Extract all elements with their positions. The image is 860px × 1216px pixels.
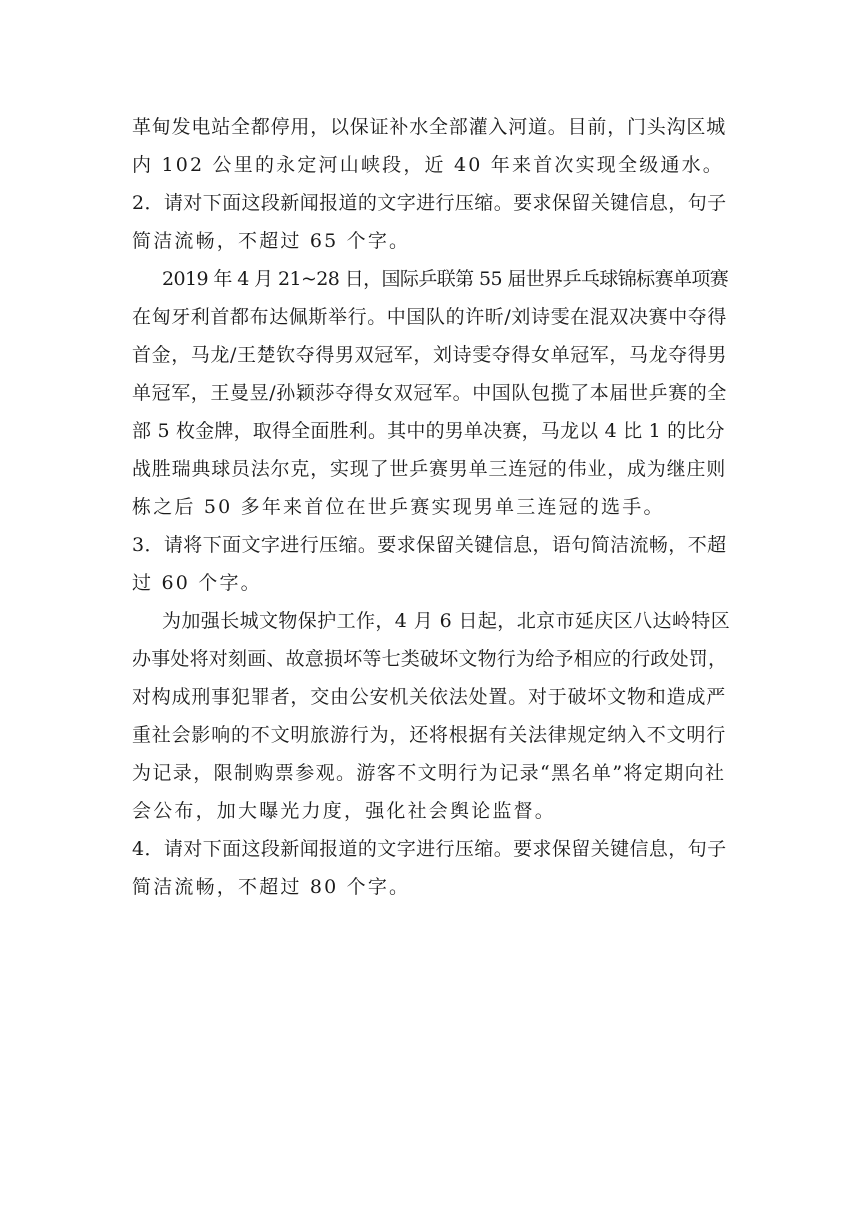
text-line: 内 102 公里的永定河山峡段，近 40 年来首次实现全级通水。 xyxy=(132,154,725,176)
passage-line: 战胜瑞典球员法尔克，实现了世乒赛男单三连冠的伟业，成为继庄则 xyxy=(132,458,727,480)
passage-line: 对构成刑事犯罪者，交由公安机关依法处置。对于破坏文物和造成严 xyxy=(132,686,727,708)
continuation-paragraph xyxy=(132,108,730,184)
passage-line: 为记录，限制购票参观。游客不文明行为记录“黑名单”将定期向社 xyxy=(132,762,726,784)
prompt-line: 简洁流畅，不超过 80 个字。 xyxy=(132,876,411,898)
passage-line: 2019 年 4 月 21~28 日，国际乒联第 55 届世界乒乓球锦标赛单项赛 xyxy=(162,268,729,290)
question-3-passage xyxy=(132,602,730,830)
prompt-line: 3．请将下面文字进行压缩。要求保留关键信息，语句简洁流畅，不超 xyxy=(132,534,727,556)
passage-line: 重社会影响的不文明旅游行为，还将根据有关法律规定纳入不文明行 xyxy=(132,724,727,746)
prompt-line: 4．请对下面这段新闻报道的文字进行压缩。要求保留关键信息，句子 xyxy=(132,838,727,860)
text-line: 革甸发电站全都停用，以保证补水全部灌入河道。目前，门头沟区城 xyxy=(132,116,727,138)
passage-line: 部 5 枚金牌，取得全面胜利。其中的男单决赛，马龙以 4 比 1 的比分 xyxy=(132,420,725,442)
prompt-line: 过 60 个字。 xyxy=(132,572,262,594)
question-2-prompt xyxy=(132,184,730,260)
prompt-line: 2．请对下面这段新闻报道的文字进行压缩。要求保留关键信息，句子 xyxy=(132,192,727,214)
question-4-prompt xyxy=(132,830,730,906)
passage-line: 在匈牙利首都布达佩斯举行。中国队的许昕/刘诗雯在混双决赛中夺得 xyxy=(132,306,728,328)
prompt-line: 简洁流畅，不超过 65 个字。 xyxy=(132,230,411,252)
passage-line: 会公布，加大曝光力度，强化社会舆论监督。 xyxy=(132,800,557,822)
question-2-passage xyxy=(132,260,730,526)
passage-line: 办事处将对刻画、故意损坏等七类破坏文物行为给予相应的行政处罚， xyxy=(132,648,728,670)
document-body xyxy=(132,108,730,906)
question-2 xyxy=(132,184,730,526)
passage-line: 为加强长城文物保护工作，4 月 6 日起，北京市延庆区八达岭特区 xyxy=(162,610,731,632)
question-3-prompt xyxy=(132,526,730,602)
passage-line: 单冠军，王曼昱/孙颖莎夺得女双冠军。中国队包揽了本届世乒赛的全 xyxy=(132,382,728,404)
question-3 xyxy=(132,526,730,830)
question-4 xyxy=(132,830,730,906)
passage-line: 首金，马龙/王楚钦夺得男双冠军，刘诗雯夺得女单冠军，马龙夺得男 xyxy=(132,344,728,366)
passage-line: 栋之后 50 多年来首位在世乒赛实现男单三连冠的选手。 xyxy=(132,496,665,518)
